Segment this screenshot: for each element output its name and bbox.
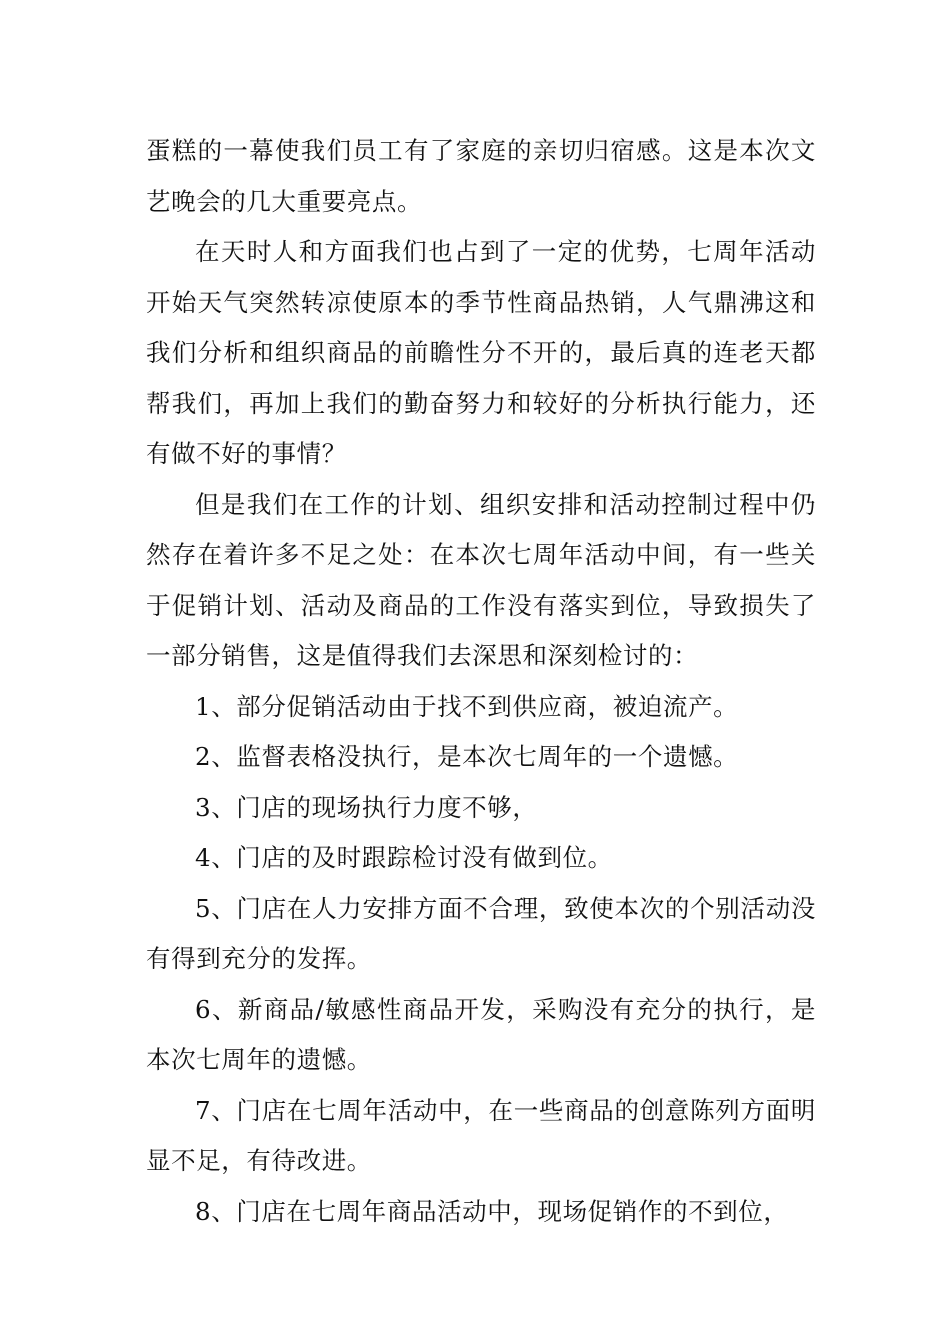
paragraph-2: 在天时人和方面我们也占到了一定的优势，七周年活动开始天气突然转凉使原本的季节性商品热销，人气鼎沸这和我们分析和组织商品的前瞻性分不开的，最后真的连老天都帮我们，再加上我们的勤奋努力和较好的分析执行能力，还有做不好的事情？ — [146, 237, 816, 468]
paragraph-3: 但是我们在工作的计划、组织安排和活动控制过程中仍然存在着许多不足之处：在本次七周年活动中间，有一些关于促销计划、活动及商品的工作没有落实到位，导致损失了一部分销售，这是值得我们去深思和深刻检讨的： — [146, 489, 816, 670]
list-item-4: 4、门店的及时跟踪检讨没有做到位。 — [195, 843, 613, 872]
paragraph-1: 蛋糕的一幕使我们员工有了家庭的亲切归宿感。这是本次文艺晚会的几大重要亮点。 — [146, 136, 816, 216]
list-item-1: 1、部分促销活动由于找不到供应商，被迫流产。 — [195, 691, 739, 721]
list-item-7: 7、门店在七周年活动中，在一些商品的创意陈列方面明显不足，有待改进。 — [146, 1095, 816, 1175]
list-item-3: 3、门店的现场执行力度不够， — [195, 792, 538, 822]
list-item-5: 5、门店在人力安排方面不合理，致使本次的个别活动没有得到充分的发挥。 — [146, 893, 816, 973]
list-item-8: 8、门店在七周年商品活动中，现场促销作的不到位， — [195, 1196, 789, 1226]
document-body — [146, 126, 816, 1237]
list-item-2: 2、监督表格没执行，是本次七周年的一个遗憾。 — [195, 742, 739, 771]
list-item-6: 6、新商品/敏感性商品开发，采购没有充分的执行，是本次七周年的遗憾。 — [146, 994, 816, 1074]
